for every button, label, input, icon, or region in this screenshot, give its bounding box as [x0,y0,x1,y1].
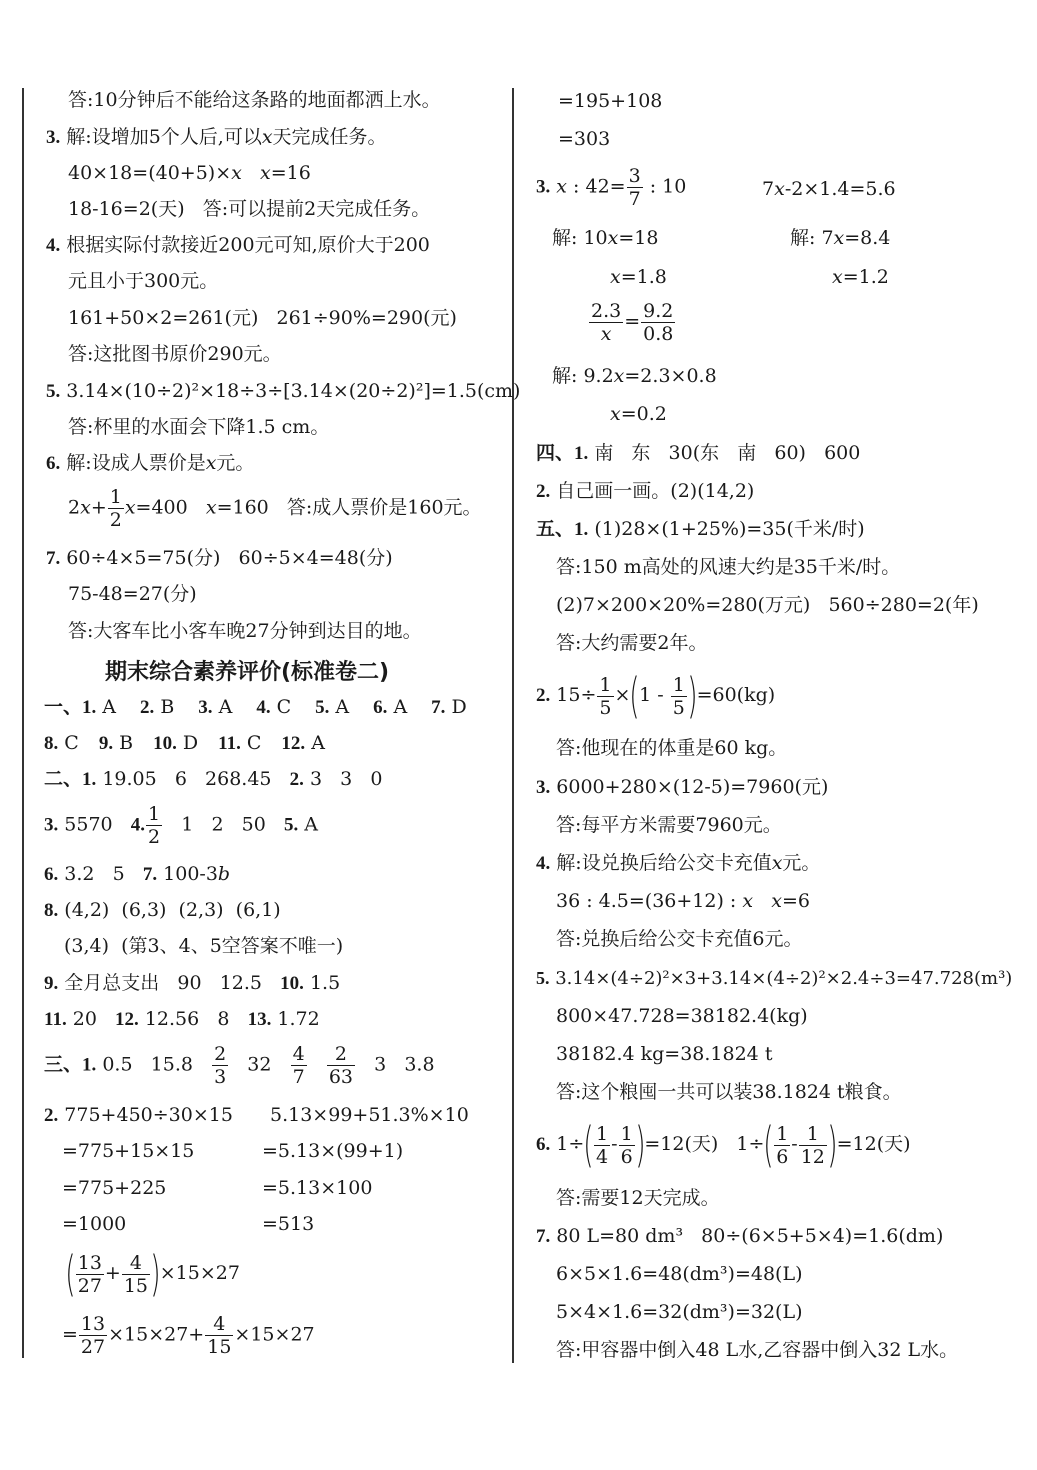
equation-line: x=1.2 [832,266,889,288]
problem-4: 4. 根据实际付款接近200元可知,原价大于200 [46,234,430,256]
choice-answer [99,732,133,754]
fraction: $\frac{1}{4}$ [596,1122,609,1168]
answer-line: 答:150 m高处的风速大约是35千米/时。 [556,556,901,578]
equation-line: 解: 7x=8.4 [790,227,891,249]
answer-letter: D [176,732,199,754]
equation-line: 2x+ $\frac{1}{2}$ x=400 x=160 答:成人票价是160元。 [68,486,482,531]
equation-line: 40×18=(40+5)×x x=16 [68,162,311,184]
question-number: 一、1. [44,697,97,718]
answer-letter: A [329,696,350,718]
answer-letter: C [240,732,262,754]
answer-letter: C [270,696,292,718]
fraction: $\frac{1}{6}$ [620,1122,633,1168]
answer-letter: A [212,696,233,718]
answer-line: 答:每平方米需要7960元。 [556,814,782,836]
equation-line: 6×5×1.6=48(dm³)=48(L) [556,1263,803,1285]
fraction: $\frac{2.3}{x}$ [591,300,622,345]
choice-answer [218,732,261,754]
calc-line: =1000 [62,1213,127,1235]
answer-line: 答:10分钟后不能给这条路的地面都洒上水。 [68,89,441,111]
calc-line: =195+108 [558,90,663,112]
calc-line: = $\frac{13}{27}$ ×15×27+ $\frac{4}{15}$ ×15×27 [62,1313,315,1358]
answer-line: 答:这批图书原价290元。 [68,343,282,365]
answer-line: 答:他现在的体重是60 kg。 [556,737,788,759]
question-number: 6. [373,697,388,718]
text-line: 元且小于300元。 [68,270,219,292]
equation-line: 解: 9.2x=2.3×0.8 [552,365,717,387]
equation-line: 7x-2×1.4=5.6 [762,178,896,200]
section-5-problem-1: 五、1. (1)28×(1+25%)=35(千米/时) [536,518,865,540]
fill-answers: 3. 5570 4. $\frac{1}{2}$ 1 2 50 5. A [44,803,318,848]
choice-answers [44,695,491,720]
answer-letter: C [58,732,79,754]
problem-6: 6. 1÷( $\frac{1}{4}$ - $\frac{1}{6}$ )=12(天) 1÷( $\frac{1}{6}$ - $\frac{1}{12}$ )=12(天) [536,1117,911,1173]
choice-answer [44,696,116,718]
answer-letter: B [154,696,175,718]
answer-line: 答:需要12天完成。 [556,1187,720,1209]
fraction: $\frac{2}{3}$ [214,1043,227,1088]
question-number: 5. [315,697,330,718]
fill-answers: 二、1. 19.05 6 268.45 2. 3 3 0 [44,768,383,790]
problem-3: 3. 解:设增加5个人后,可以x天完成任务。 [46,126,387,148]
choice-answer [256,696,291,718]
fill-answers: 11. 20 12. 12.56 8 13. 1.72 [44,1008,320,1030]
fraction: $\frac{1}{6}$ [776,1122,789,1168]
fraction: $\frac{2}{63}$ [328,1043,353,1088]
problem-3: 3. x : 42= $\frac{3}{7}$ : 10 [536,165,687,210]
fraction: $\frac{3}{7}$ [628,165,641,210]
equation-line: 5×4×1.6=32(dm³)=32(L) [556,1301,803,1323]
calc-line: =303 [558,128,611,150]
calc-line: 5.13×99+51.3%×10 [270,1104,469,1126]
problem-3: 3. 6000+280×(12-5)=7960(元) [536,776,829,798]
question-number: 12. [281,733,306,754]
fraction: $\frac{1}{2}$ [109,486,122,531]
calc-line: =775+15×15 [62,1140,195,1162]
equation-line: (2)7×200×20%=280(万元) 560÷280=2(年) [556,594,979,616]
answer-letter: A [305,732,325,754]
choice-answer [315,696,349,718]
answer-letter: D [445,696,467,718]
problem-5: 5. 3.14×(10÷2)²×18÷3÷[3.14×(20÷2)²]=1.5(cm) [46,380,521,402]
question-number: 3. [198,697,213,718]
question-number: 8. [44,733,59,754]
answer-line: 答:这个粮囤一共可以装38.1824 t粮食。 [556,1081,902,1103]
equation-line: x=1.8 [610,266,667,288]
fraction: $\frac{4}{15}$ [123,1251,149,1297]
choice-answer [281,732,325,754]
question-number: 7. [431,697,446,718]
fraction: $\frac{13}{27}$ [80,1313,106,1358]
calc-line: =775+225 [62,1177,167,1199]
problem-4: 4. 解:设兑换后给公交卡充值x元。 [536,852,821,874]
question-number: 9. [98,733,114,754]
fraction: $\frac{13}{27}$ [77,1251,102,1297]
fraction: $\frac{1}{2}$ [148,803,161,848]
fill-answers: 9. 全月总支出 90 12.5 10. 1.5 [44,972,341,994]
fill-answers: (3,4) (第3、4、5空答案不唯一) [64,935,344,957]
answer-line: 答:大客车比小客车晚27分钟到达目的地。 [68,620,422,642]
section-4-answers: 四、1. 南 东 30(东 南 60) 600 [536,442,861,464]
problem-5: 5. 3.14×(4÷2)²×3+3.14×(4÷2)²×2.4÷3=47.728(m³) [536,968,1013,989]
calc-line: =5.13×(99+1) [262,1140,404,1162]
answer-line: 18-16=2(天) 答:可以提前2天完成任务。 [68,198,431,220]
equation-line: 800×47.728=38182.4(kg) [556,1005,808,1027]
choice-answer [373,696,407,718]
calc-line: ( $\frac{13}{27}$ + $\frac{4}{15}$ )×15×27 [65,1246,240,1302]
choice-answers [44,731,345,756]
center-column-rule [512,88,514,1363]
calc-line: 2. 775+450÷30×15 [44,1104,233,1126]
choice-answer [140,696,174,718]
question-number: 2. [140,697,155,718]
equation-line: x=0.2 [610,403,667,425]
fill-answers: 6. 3.2 5 7. 100-3b [44,863,231,885]
problem-7: 7. 80 L=80 dm³ 80÷(6×5+5×4)=1.6(dm) [536,1225,944,1247]
equation-line: 36 : 4.5=(36+12) : x x=6 [556,890,810,912]
choice-answer [153,732,198,754]
question-number: 4. [256,697,271,718]
answer-line: 答:大约需要2年。 [556,632,708,654]
fraction: $\frac{4}{7}$ [292,1043,305,1088]
fill-answers: 8. (4,2) (6,3) (2,3) (6,1) [44,899,281,921]
calc-answers: 三、1. 0.5 15.8 $\frac{2}{3}$ 32 $\frac{4}{7}$ $\frac{2}{63}$ 3 3.8 [44,1043,435,1088]
choice-answer [198,696,232,718]
fraction: $\frac{1}{5}$ [599,673,612,719]
section-heading: 期末综合素养评价(标准卷二) [105,660,390,685]
answer-letter: B [113,732,134,754]
choice-answer [44,732,79,754]
question-number: 10. [153,733,177,754]
answer-letter: A [387,696,408,718]
equation-line: 38182.4 kg=38.1824 t [556,1043,773,1065]
calc-line: =5.13×100 [262,1177,373,1199]
fraction: $\frac{4}{15}$ [207,1313,232,1358]
question-number: 11. [218,733,241,754]
fraction: $\frac{1}{12}$ [800,1122,825,1168]
answer-line: 答:兑换后给公交卡充值6元。 [556,928,803,950]
equation-line: 解: 10x=18 [552,227,659,249]
fraction: $\frac{1}{5}$ [672,673,685,719]
section-4-answers: 2. 自己画一画。(2)(14,2) [536,480,755,502]
answer-line: 答:甲容器中倒入48 L水,乙容器中倒入32 L水。 [556,1339,959,1361]
equation-line: 161+50×2=261(元) 261÷90%=290(元) [68,307,457,329]
equation-line: 75-48=27(分) [68,583,197,605]
calc-line: =513 [262,1213,315,1235]
answer-letter: A [96,696,117,718]
fraction: $\frac{9.2}{0.8}$ [643,300,674,345]
equation-line: $\frac{2.3}{x}$ = $\frac{9.2}{0.8}$ [591,300,674,345]
choice-answer [431,696,467,718]
problem-7: 7. 60÷4×5=75(分) 60÷5×4=48(分) [46,547,393,569]
left-margin-rule [22,88,24,1358]
answer-line: 答:杯里的水面会下降1.5 cm。 [68,416,330,438]
problem-2: 2. 15÷ $\frac{1}{5}$ ×(1 - $\frac{1}{5}$ )=60(kg) [536,668,776,724]
problem-6: 6. 解:设成人票价是x元。 [46,452,255,474]
